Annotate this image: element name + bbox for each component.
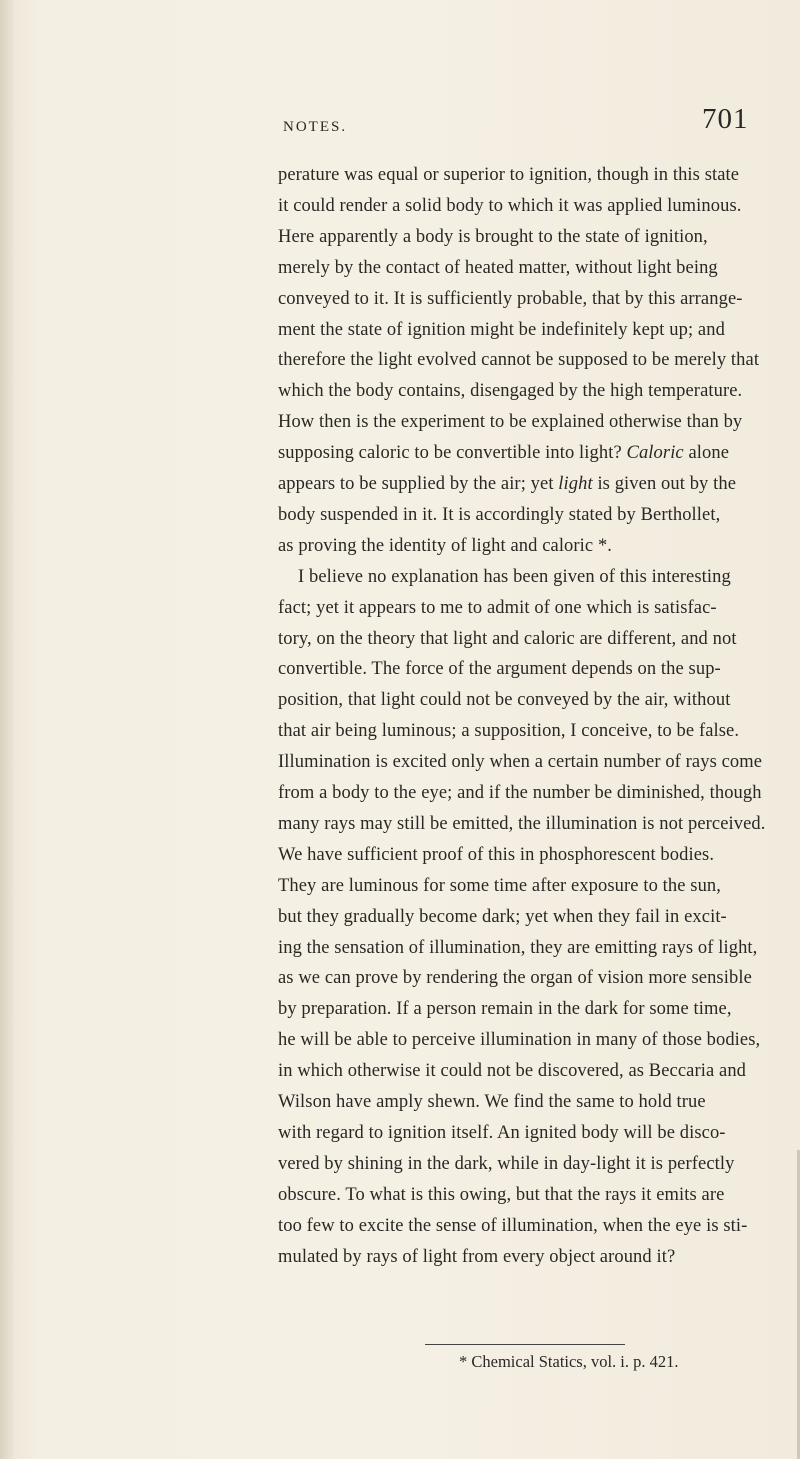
text-line: fact; yet it appears to me to admit of one which is satisfac- — [278, 597, 717, 618]
text-line: supposing caloric to be convertible into light? Caloric alone — [278, 443, 730, 464]
text-line: Illumination is excited only when a certain number of rays come — [278, 752, 763, 773]
running-head: NOTES. — [283, 119, 348, 135]
text-line: mulated by rays of light from every object around it? — [278, 1246, 676, 1267]
text-line: too few to excite the sense of illumination, when the eye is sti- — [278, 1215, 748, 1236]
text-line: conveyed to it. It is sufficiently probable, that by this arrange- — [278, 288, 743, 309]
text-line: How then is the experiment to be explained otherwise than by — [278, 412, 743, 433]
text-line: ment the state of ignition might be indefinitely kept up; and — [278, 319, 725, 340]
text-line: obscure. To what is this owing, but that the rays it emits are — [278, 1184, 725, 1205]
text-line: body suspended in it. It is accordingly stated by Berthollet, — [278, 504, 721, 525]
text-line: many rays may still be emitted, the illumination is not perceived. — [278, 813, 766, 834]
text-line: position, that light could not be conveyed by the air, without — [278, 690, 731, 711]
text-line: it could render a solid body to which it was applied luminous. — [278, 195, 742, 216]
text-line: that air being luminous; a supposition, I conceive, to be false. — [278, 721, 740, 742]
text-line: tory, on the theory that light and caloric are different, and not — [278, 628, 737, 649]
text-line: in which otherwise it could not be discovered, as Beccaria and — [278, 1061, 747, 1082]
footnote-rule — [425, 1344, 625, 1345]
text-line: We have sufficient proof of this in phosphorescent bodies. — [278, 844, 715, 865]
text-line: by preparation. If a person remain in the dark for some time, — [278, 999, 732, 1020]
text-line: from a body to the eye; and if the number be diminished, though — [278, 783, 762, 803]
text-line: Here apparently a body is brought to the state of ignition, — [278, 226, 708, 247]
footnote: * Chemical Statics, vol. i. p. 421. — [459, 1352, 679, 1371]
text-line: ing the sensation of illumination, they are emitting rays of light, — [278, 937, 758, 958]
page-binding-edge — [0, 0, 14, 1459]
text-line: They are luminous for some time after exposure to the sun, — [278, 875, 721, 896]
text-line: I believe no explanation has been given of this interesting — [298, 566, 731, 587]
text-line: as we can prove by rendering the organ of vision more sensible — [278, 968, 752, 989]
text-line: Wilson have amply shewn. We find the same to hold true — [278, 1092, 706, 1112]
text-line: he will be able to perceive illumination in many of those bodies, — [278, 1030, 761, 1051]
text-line: which the body contains, disengaged by the high temperature. — [278, 381, 743, 402]
text-line: perature was equal or superior to ignition, though in this state — [278, 165, 740, 185]
text-line: convertible. The force of the argument depends on the sup- — [278, 659, 721, 680]
page-number: 701 — [702, 103, 749, 135]
text-line: merely by the contact of heated matter, without light being — [278, 257, 718, 278]
text-line: appears to be supplied by the air; yet light is given out by the — [278, 474, 737, 494]
page-header — [0, 103, 800, 143]
text-line: with regard to ignition itself. An ignited body will be disco- — [278, 1122, 726, 1143]
text-line: but they gradually become dark; yet when they fail in excit- — [278, 906, 727, 927]
text-line: therefore the light evolved cannot be supposed to be merely that — [278, 350, 760, 371]
text-line: as proving the identity of light and caloric *. — [278, 535, 613, 556]
text-line: vered by shining in the dark, while in day-light it is perfectly — [278, 1153, 735, 1174]
